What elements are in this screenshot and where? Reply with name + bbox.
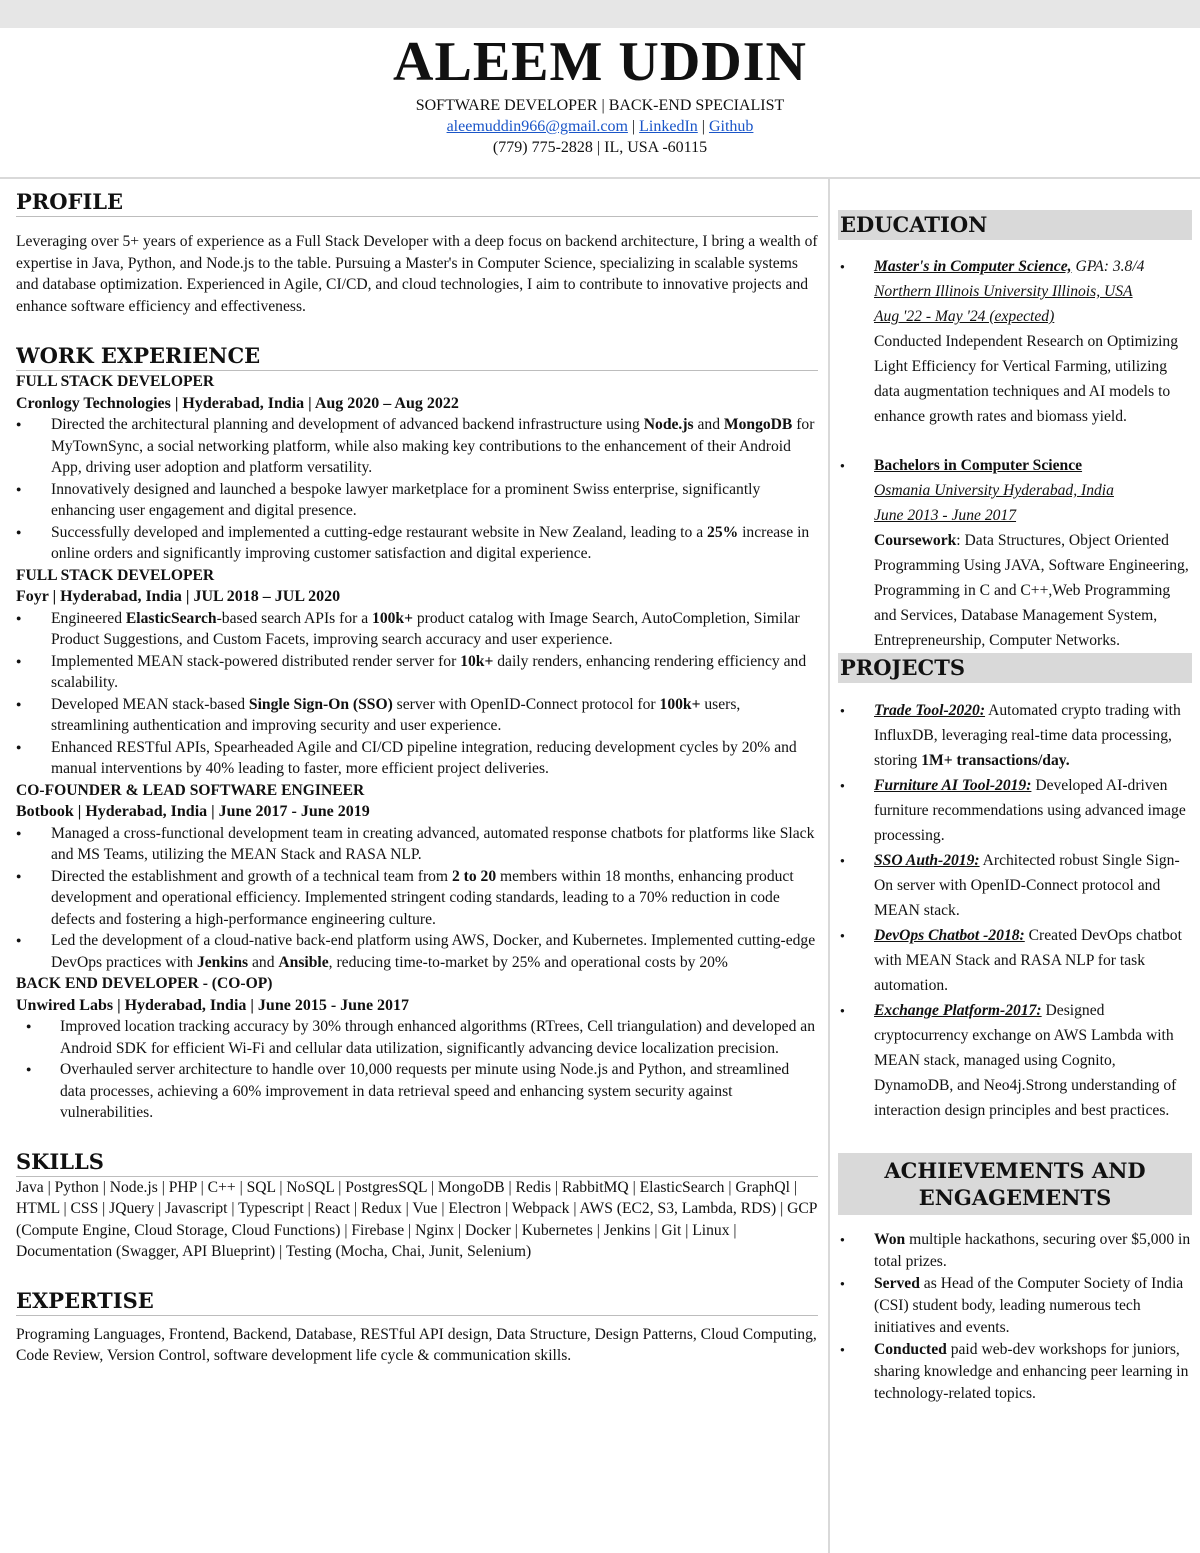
project-item: ● Exchange Platform-2017: Designed cryptocurrency exchange on AWS Lambda with MEAN stack, managed using Cognito, DynamoDB, and Neo4j.Strong understanding of interaction design principles and best practices. <box>838 998 1192 1123</box>
achievements-list <box>838 1229 1192 1405</box>
job-bullet: ● Developed MEAN stack-based Single Sign-On (SSO) server with OpenID-Connect protocol for 100k+ users, streamlining authentication and improving security and user experience. <box>16 694 818 737</box>
project-item: ● SSO Auth-2019: Architected robust Single Sign-On server with OpenID-Connect protocol and MEAN stack. <box>838 848 1192 923</box>
job-title: FULL STACK DEVELOPER <box>16 566 215 584</box>
achievement-item: ● Served as Head of the Computer Society of India (CSI) student body, leading numerous tech initiatives and events. <box>838 1273 1192 1339</box>
candidate-name: ALEEM UDDIN <box>393 31 807 93</box>
resume-header <box>0 28 1200 176</box>
job-bullet: ● Successfully developed and implemented a cutting-edge restaurant website in New Zealand, leading to a 25% increase in online orders and significantly improving customer satisfaction and digital experience. <box>16 522 818 565</box>
job-bullet: ● Innovatively designed and launched a bespoke lawyer marketplace for a prominent Swiss enterprise, significantly enhancing user engagement and digital presence. <box>16 479 818 522</box>
job-bullet: ● Engineered ElasticSearch-based search APIs for a 100k+ product catalog with Image Search, AutoCompletion, Similar Product Suggestions, and Custom Facets, improving search accuracy and user experience. <box>16 608 818 651</box>
projects-list <box>838 698 1192 1123</box>
job-bullet: ● Enhanced RESTful APIs, Spearheaded Agile and CI/CD pipeline integration, reducing development cycles by 20% and manual interventions by 40% leading to faster, more efficient project deliveries. <box>16 737 818 780</box>
job-title: FULL STACK DEVELOPER <box>16 373 215 390</box>
profile-text: Leveraging over 5+ years of experience as a Full Stack Developer with a deep focus on backend architecture, I bring a wealth of expertise in Java, Python, and Node.js to the table. Pursuing a Master's in Computer Science, specializing in scalable systems and database optimization. Experienced in Agile, CI/CD, and cloud technologies, I aim to contribute to innovative projects and enhance software efficiency and effectiveness. <box>16 233 818 315</box>
degree: Master's in Computer Science, <box>874 258 1072 275</box>
contact-links <box>0 116 1200 138</box>
job-bullets <box>16 823 818 974</box>
column-divider <box>828 179 830 1553</box>
linkedin-link[interactable]: LinkedIn <box>639 118 698 135</box>
job-company: Botbook | Hyderabad, India | June 2017 - June 2019 <box>16 803 370 820</box>
expertise-text: Programing Languages, Frontend, Backend, Database, RESTful API design, Data Structure, Design Patterns, Cloud Computing, Code Review, Version Control, software development life cycle & communication skills. <box>16 1325 817 1364</box>
expertise-heading: EXPERTISE <box>16 1287 818 1316</box>
education-dates: Aug '22 - May '24 (expected) <box>874 308 1055 325</box>
skills-heading: SKILLS <box>16 1148 818 1177</box>
school: Osmania University Hyderabad, India <box>874 482 1114 499</box>
job-bullet: ● Led the development of a cloud-native back-end platform using AWS, Docker, and Kubernetes. Implemented cutting-edge DevOps practices with Jenkins and Ansible, reducing time-to-market by 25% and operational costs by 20% <box>16 930 818 973</box>
profile-heading: PROFILE <box>16 188 818 217</box>
project-item: ● DevOps Chatbot -2018: Created DevOps chatbot with MEAN Stack and RASA NLP for task automation. <box>838 923 1192 998</box>
project-item: ● Furniture AI Tool-2019: Developed AI-driven furniture recommendations using advanced image processing. <box>838 773 1192 848</box>
job-bullet: ● Improved location tracking accuracy by 30% through enhanced algorithms (RTrees, Cell triangulation) and developed an Android SDK for efficient Wi-Fi and cellular data utilization, significantly advancing device localization precision. <box>16 1016 818 1059</box>
main-column <box>16 180 818 1550</box>
contact-phone-location: (779) 775-2828 | IL, USA -60115 <box>492 139 708 156</box>
skills-text: Java | Python | Node.js | PHP | C++ | SQL | NoSQL | PostgresSQL | MongoDB | Redis | RabbitMQ | ElasticSearch | GraphQl | HTML | CSS | JQuery | Javascript | Typescript | React | Redux | Vue | Electron | Webpack | AWS (EC2, S3, Lambda, RDS) | GCP (Compute Engine, Cloud Storage, Cloud Functions) | Firebase | Nginx | Docker | Kubernetes | Jenkins | Git | Linux | Documentation (Swagger, API Blueprint) | Testing (Mocha, Chai, Junit, Selenium) <box>16 1178 817 1260</box>
separator: | <box>631 118 636 135</box>
separator: | <box>701 118 705 135</box>
job-company: Cronlogy Technologies | Hyderabad, India | Aug 2020 – Aug 2022 <box>16 394 459 412</box>
job-title: BACK END DEVELOPER - (CO-OP) <box>16 975 273 992</box>
github-link[interactable]: Github <box>708 118 754 135</box>
education-description: Conducted Independent Research on Optimizing Light Efficiency for Vertical Farming, utilizing data augmentation techniques and AI models to enhance growth rates and biomass yield. <box>874 333 1178 425</box>
job-bullet: ● Implemented MEAN stack-powered distributed render server for 10k+ daily renders, enhancing rendering efficiency and scalability. <box>16 651 818 694</box>
achievement-item: ● Conducted paid web-dev workshops for juniors, sharing knowledge and enhancing peer learning in technology-related topics. <box>838 1339 1192 1405</box>
education-list <box>838 254 1192 653</box>
job-entry <box>16 565 818 780</box>
achievements-heading: ACHIEVEMENTS AND ENGAGEMENTS <box>838 1153 1192 1215</box>
header-divider <box>0 177 1200 179</box>
job-entry <box>16 371 818 565</box>
job-company: Unwired Labs | Hyderabad, India | June 2015 - June 2017 <box>16 996 410 1014</box>
school: Northern Illinois University Illinois, USA <box>874 283 1133 300</box>
job-bullet: ● Managed a cross-functional development team in creating advanced, automated response chatbots for platforms like Slack and MS Teams, utilizing the MEAN Stack and RASA NLP. <box>16 823 818 866</box>
candidate-title: SOFTWARE DEVELOPER | BACK-END SPECIALIST <box>415 97 785 114</box>
education-item <box>838 453 1192 653</box>
job-title: CO-FOUNDER & LEAD SOFTWARE ENGINEER <box>16 781 365 799</box>
project-item: ● Trade Tool-2020: Automated crypto trading with InfluxDB, leveraging real-time data processing, storing 1M+ transactions/day. <box>838 698 1192 773</box>
job-bullets <box>16 414 818 565</box>
job-bullet: ● Directed the establishment and growth of a technical team from 2 to 20 members within 18 months, enhancing product development and operational efficiency. Implemented stringent coding standards, leading to a 70% reduction in code defects and fostering a high-performance engineering culture. <box>16 866 818 931</box>
job-bullet: ● Overhauled server architecture to handle over 10,000 requests per minute using Node.js and Python, and streamlined data processes, achieving a 60% improvement in data retrieval speed and enhancing system security against vulnerabilities. <box>16 1059 818 1124</box>
sidebar-column <box>838 180 1192 1550</box>
job-bullet: ● Directed the architectural planning and development of advanced backend infrastructure using Node.js and MongoDB for MyTownSync, a social networking platform, while also making key contributions to the enhancement of their Android App, driving user adoption and platform versatility. <box>16 414 818 479</box>
education-heading: EDUCATION <box>838 210 1192 240</box>
email-link[interactable]: aleemuddin966@gmail.com <box>446 118 628 135</box>
job-bullets <box>16 1016 818 1124</box>
job-company: Foyr | Hyderabad, India | JUL 2018 – JUL 2020 <box>16 588 341 605</box>
job-entry <box>16 780 818 974</box>
education-dates: June 2013 - June 2017 <box>874 507 1017 524</box>
job-entry <box>16 973 818 1124</box>
achievement-item: ● Won multiple hackathons, securing over $5,000 in total prizes. <box>838 1229 1192 1273</box>
top-bar <box>0 0 1200 28</box>
education-item <box>838 254 1192 429</box>
projects-heading: PROJECTS <box>838 653 1192 683</box>
job-bullets <box>16 608 818 780</box>
coursework: Coursework: Data Structures, Object Oriented Programming Using JAVA, Software Engineering, Programming in C and C++,Web Programming and Services, Database Management System, Entrepreneurship, Computer Networks. <box>874 532 1189 649</box>
gpa: GPA: 3.8/4 <box>1071 258 1145 275</box>
degree: ● Bachelors in Computer Science <box>874 457 1083 474</box>
work-experience-heading: WORK EXPERIENCE <box>16 342 818 371</box>
